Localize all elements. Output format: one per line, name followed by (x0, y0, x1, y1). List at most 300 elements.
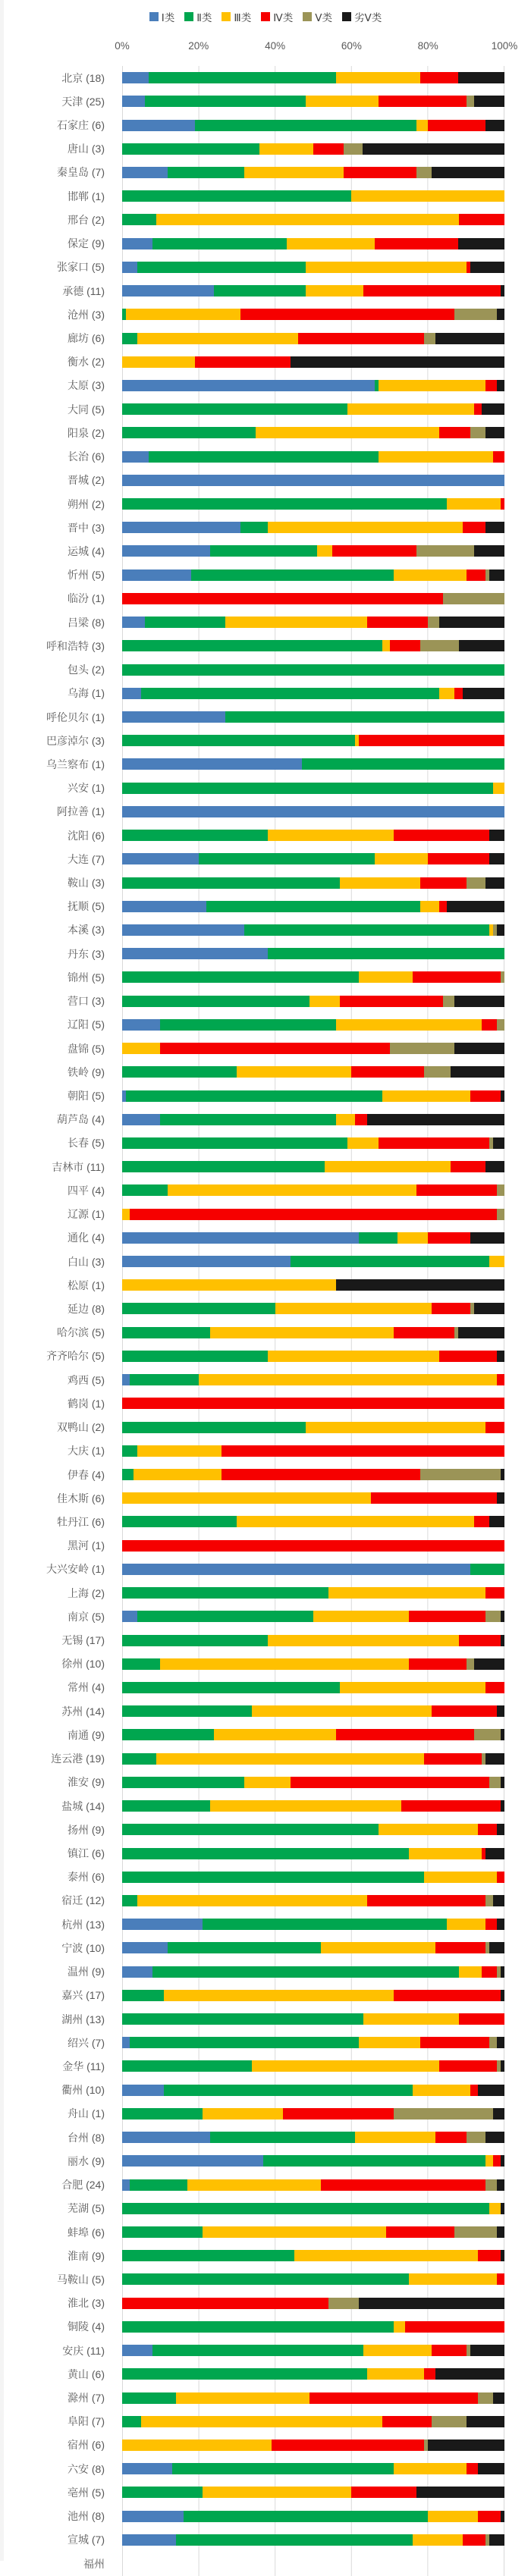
bar-segment-Ⅰ类 (122, 72, 149, 83)
plot-area (46, 66, 504, 2576)
bar-segment-Ⅲ类 (122, 1492, 371, 1504)
chart-row (68, 2244, 504, 2267)
stacked-bar (122, 1043, 504, 1054)
stacked-bar (122, 262, 504, 273)
bar-segment-Ⅴ类 (420, 640, 458, 651)
chart-row (68, 1534, 504, 1558)
bar-segment-Ⅱ类 (122, 1777, 244, 1788)
chart-row (68, 777, 504, 800)
bar-segment-Ⅲ类 (447, 1919, 485, 1930)
bar-segment-劣Ⅴ类 (359, 2298, 504, 2309)
bar-segment-Ⅰ类 (122, 1232, 359, 1244)
bar-segment-Ⅲ类 (306, 96, 379, 107)
bar-segment-Ⅲ类 (126, 309, 240, 320)
bar-segment-劣Ⅴ类 (501, 2511, 504, 2522)
chart-row (68, 610, 504, 634)
stacked-bar (122, 617, 504, 628)
bar-segment-Ⅱ类 (122, 1658, 160, 1670)
x-axis-ticks (115, 40, 518, 54)
chart-row (68, 516, 504, 539)
row-label: 四平 (4) (68, 1184, 105, 1197)
stacked-bar (122, 238, 504, 249)
legend-swatch-icon (342, 12, 351, 21)
bar-segment-劣Ⅴ类 (474, 96, 504, 107)
row-label: 盘锦 (5) (68, 1042, 105, 1055)
bar-segment-Ⅳ类 (122, 593, 443, 604)
stacked-bar (122, 1351, 504, 1362)
bar-segment-Ⅰ类 (122, 2037, 130, 2048)
bar-segment-Ⅱ类 (160, 1114, 336, 1125)
bar-segment-Ⅳ类 (355, 1114, 366, 1125)
bar-segment-Ⅱ类 (122, 2392, 176, 2404)
bar-segment-Ⅲ类 (122, 1209, 130, 1220)
bar-segment-Ⅱ类 (122, 427, 256, 438)
bar-segment-Ⅲ类 (225, 617, 366, 628)
bar-segment-Ⅳ类 (428, 853, 489, 864)
bar-segment-Ⅴ类 (474, 1729, 501, 1740)
stacked-bar (122, 356, 504, 368)
bar-segment-劣Ⅴ类 (367, 1114, 504, 1125)
row-label: 朝阳 (5) (68, 1090, 105, 1103)
bar-segment-Ⅳ类 (336, 1729, 473, 1740)
bar-segment-Ⅴ类 (454, 2226, 496, 2238)
bar-segment-劣Ⅴ类 (501, 2155, 504, 2167)
bar-segment-Ⅲ类 (268, 522, 463, 533)
bar-segment-Ⅴ类 (497, 1209, 504, 1220)
bar-segment-劣Ⅴ类 (501, 1966, 504, 1978)
stacked-bar (122, 1611, 504, 1622)
bar-segment-劣Ⅴ类 (497, 1824, 504, 1835)
bar-segment-劣Ⅴ类 (470, 2345, 504, 2356)
bar-segment-劣Ⅴ类 (501, 2250, 504, 2261)
bar-segment-Ⅳ类 (240, 309, 454, 320)
bar-segment-Ⅱ类 (122, 2321, 394, 2333)
stacked-bar (122, 1848, 504, 1859)
legend-swatch-icon (149, 12, 159, 21)
chart-row (62, 279, 504, 303)
bar-segment-Ⅴ类 (478, 2392, 493, 2404)
chart-row (68, 1178, 504, 1202)
stacked-bar (122, 2534, 504, 2546)
bar-segment-Ⅰ类 (122, 2534, 176, 2546)
bar-segment-Ⅳ类 (497, 1374, 504, 1385)
bar-segment-Ⅱ类 (122, 2416, 141, 2427)
bar-segment-Ⅳ类 (451, 1161, 485, 1172)
chart-row (68, 990, 504, 1013)
bar-segment-Ⅰ类 (122, 120, 195, 131)
legend-swatch-icon (261, 12, 270, 21)
chart-row (68, 1676, 504, 1699)
stacked-bar (122, 830, 504, 841)
bar-segment-Ⅱ类 (122, 640, 382, 651)
bar-segment-劣Ⅴ类 (485, 1848, 504, 1859)
row-label: 包头 (2) (68, 664, 105, 676)
bar-segment-劣Ⅴ类 (497, 2179, 504, 2191)
bar-segment-Ⅲ类 (459, 1966, 482, 1978)
bar-segment-Ⅳ类 (478, 2250, 501, 2261)
bar-segment-劣Ⅴ类 (501, 1800, 504, 1812)
bar-segment-Ⅰ类 (122, 901, 206, 912)
bar-segment-Ⅲ类 (447, 498, 501, 510)
bar-segment-Ⅱ类 (122, 1469, 134, 1480)
bar-segment-Ⅳ类 (501, 498, 504, 510)
bar-segment-Ⅳ类 (332, 545, 416, 557)
bar-segment-Ⅱ类 (122, 1327, 210, 1338)
chart-row (61, 2007, 504, 2031)
stacked-bar (122, 380, 504, 391)
bar-segment-Ⅲ类 (275, 1303, 432, 1314)
stacked-bar (122, 1872, 504, 1883)
legend (0, 9, 531, 24)
chart-row (46, 705, 504, 729)
chart-row (57, 161, 504, 184)
bar-segment-Ⅱ类 (122, 403, 347, 415)
chart-row (61, 66, 504, 89)
bar-segment-劣Ⅴ类 (458, 1327, 504, 1338)
row-label: 宿州 (6) (68, 2439, 105, 2452)
bar-segment-Ⅳ类 (459, 214, 504, 225)
stacked-bar (122, 1800, 504, 1812)
bar-segment-Ⅳ类 (478, 2511, 501, 2522)
stacked-bar (122, 1184, 504, 1196)
bar-segment-劣Ⅴ类 (489, 1516, 504, 1527)
bar-segment-Ⅲ类 (394, 2321, 405, 2333)
row-label: 丹东 (3) (68, 947, 105, 960)
chart-row (68, 469, 504, 492)
bar-segment-Ⅳ类 (413, 971, 501, 983)
bar-segment-劣Ⅴ类 (497, 1351, 504, 1362)
bar-segment-Ⅳ类 (390, 640, 420, 651)
row-label: 辽阳 (5) (68, 1018, 105, 1031)
bar-segment-劣Ⅴ类 (501, 2060, 504, 2072)
chart-row (68, 587, 504, 610)
bar-segment-Ⅳ类 (367, 617, 429, 628)
bar-segment-Ⅰ类 (122, 167, 168, 178)
bar-segment-Ⅳ类 (482, 1019, 497, 1031)
bar-segment-Ⅲ类 (256, 427, 439, 438)
bar-segment-Ⅰ类 (122, 1942, 168, 1953)
bar-segment-劣Ⅴ类 (493, 1137, 504, 1149)
stacked-bar (122, 1587, 504, 1599)
bar-segment-Ⅰ类 (122, 711, 225, 723)
stacked-bar (122, 1919, 504, 1930)
stacked-bar (122, 2392, 504, 2404)
bar-segment-Ⅳ类 (493, 2155, 501, 2167)
bar-segment-Ⅱ类 (291, 1256, 489, 1267)
row-label: 抚顺 (5) (68, 900, 105, 913)
bar-segment-Ⅱ类 (137, 262, 306, 273)
chart-row (68, 1865, 504, 1889)
chart-row (46, 1558, 504, 1581)
stacked-bar (122, 877, 504, 889)
bar-segment-Ⅲ类 (199, 1374, 497, 1385)
bar-segment-Ⅳ类 (467, 569, 485, 581)
bar-segment-Ⅱ类 (122, 971, 359, 983)
chart-row (68, 2197, 504, 2220)
bar-segment-劣Ⅴ类 (291, 356, 504, 368)
chart-row (68, 2528, 504, 2552)
stacked-bar (122, 1209, 504, 1220)
chart-row (46, 729, 504, 752)
stacked-bar (122, 664, 504, 676)
bar-segment-Ⅲ类 (382, 1090, 470, 1102)
chart-row (68, 824, 504, 847)
chart-row (68, 303, 504, 326)
row-label: 长春 (5) (68, 1137, 105, 1150)
bar-segment-劣Ⅴ类 (501, 1611, 504, 1622)
bar-segment-劣Ⅴ类 (497, 924, 504, 936)
row-label: 连云港 (19) (51, 1752, 105, 1765)
chart-row (68, 2102, 504, 2126)
legend-label: Ⅳ类 (273, 12, 294, 24)
bar-segment-Ⅲ类 (156, 1753, 424, 1765)
bar-segment-Ⅱ类 (210, 2132, 356, 2143)
bar-segment-劣Ⅴ类 (474, 1303, 504, 1314)
stacked-bar (122, 214, 504, 225)
chart-row (68, 657, 504, 681)
legend-label: 劣Ⅴ类 (353, 12, 382, 24)
chart-row (68, 421, 504, 444)
bar-segment-Ⅱ类 (240, 522, 267, 533)
bar-segment-Ⅲ类 (317, 545, 332, 557)
stacked-bar (122, 1114, 504, 1125)
bar-segment-Ⅳ类 (497, 1872, 504, 1883)
chart-row (68, 184, 504, 208)
bar-segment-Ⅱ类 (244, 924, 489, 936)
bar-segment-Ⅰ类 (122, 924, 244, 936)
chart-row (61, 1628, 504, 1652)
row-label: 锦州 (5) (68, 971, 105, 984)
legend-label: Ⅴ类 (315, 12, 332, 24)
stacked-bar (122, 143, 504, 155)
bar-segment-Ⅲ类 (489, 1256, 504, 1267)
bar-segment-Ⅱ类 (141, 688, 439, 699)
legend-swatch-icon (222, 12, 231, 21)
bar-segment-Ⅳ类 (420, 2037, 489, 2048)
stacked-bar (122, 1682, 504, 1693)
bar-segment-Ⅳ类 (463, 2534, 485, 2546)
bar-segment-Ⅳ类 (375, 238, 459, 249)
chart-row (61, 1794, 504, 1818)
bar-segment-Ⅱ类 (122, 1422, 306, 1433)
chart-row (61, 89, 504, 113)
row-label: 邢台 (2) (68, 213, 105, 226)
bar-segment-Ⅲ类 (203, 2487, 352, 2498)
chart-row (57, 1486, 504, 1510)
bar-segment-劣Ⅴ类 (501, 1729, 504, 1740)
bar-segment-Ⅱ类 (268, 948, 504, 959)
row-label: 衡水 (2) (68, 356, 105, 369)
legend-item (222, 9, 251, 24)
bar-segment-Ⅳ类 (195, 356, 291, 368)
bar-segment-Ⅱ类 (122, 1705, 252, 1717)
row-label: 唐山 (3) (68, 143, 105, 155)
row-label: 黄山 (6) (68, 2367, 105, 2380)
bar-segment-Ⅳ类 (493, 451, 504, 463)
bar-segment-Ⅳ类 (485, 1919, 497, 1930)
bar-segment-Ⅱ类 (210, 545, 317, 557)
row-label: 宿迁 (12) (61, 1894, 105, 1907)
chart-row (68, 232, 504, 256)
bar-segment-劣Ⅴ类 (454, 1043, 504, 1054)
stacked-bar (122, 72, 504, 83)
bar-segment-Ⅱ类 (122, 783, 493, 794)
bar-segment-Ⅴ类 (443, 996, 454, 1007)
bar-segment-Ⅰ类 (122, 948, 268, 959)
row-label: 镇江 (6) (68, 1847, 105, 1860)
chart-row (68, 1368, 504, 1392)
stacked-bar (122, 2487, 504, 2498)
bar-segment-Ⅲ类 (122, 1043, 160, 1054)
row-label: 天津 (25) (61, 95, 105, 108)
bar-segment-Ⅱ类 (122, 1445, 137, 1457)
bar-segment-Ⅲ类 (336, 72, 420, 83)
bar-segment-Ⅳ类 (298, 333, 424, 344)
row-label: 白山 (3) (68, 1255, 105, 1268)
page-edge (0, 0, 4, 2561)
row-label: 朔州 (2) (68, 497, 105, 510)
bar-segment-Ⅱ类 (172, 2463, 394, 2474)
bar-segment-Ⅲ类 (382, 640, 390, 651)
stacked-bar (122, 1398, 504, 1409)
stacked-bar (122, 2416, 504, 2427)
stacked-bar (122, 522, 504, 533)
bar-segment-Ⅱ类 (145, 617, 225, 628)
stacked-bar (122, 190, 504, 202)
bar-segment-Ⅰ类 (122, 1564, 470, 1575)
legend-item (184, 9, 212, 24)
bar-segment-Ⅳ类 (474, 1516, 489, 1527)
bar-segment-Ⅱ类 (184, 2511, 429, 2522)
row-label: 宁波 (10) (61, 1941, 105, 1954)
bar-segment-Ⅱ类 (122, 1682, 340, 1693)
bar-segment-劣Ⅴ类 (485, 877, 504, 889)
bar-segment-Ⅴ类 (497, 1184, 504, 1196)
bar-segment-Ⅴ类 (424, 333, 435, 344)
stacked-bar (122, 2345, 504, 2356)
chart-row (68, 1297, 504, 1320)
bar-segment-Ⅱ类 (122, 2013, 363, 2025)
chart-row (57, 1321, 504, 1344)
bar-segment-Ⅲ类 (363, 2345, 432, 2356)
bar-segment-Ⅱ类 (149, 72, 336, 83)
bar-segment-Ⅱ类 (122, 498, 447, 510)
chart-row (68, 1439, 504, 1463)
bar-segment-Ⅴ类 (443, 593, 504, 604)
stacked-bar (122, 2203, 504, 2214)
legend-item (342, 9, 382, 24)
bar-segment-Ⅰ类 (122, 96, 145, 107)
row-label: 乌海 (1) (68, 687, 105, 700)
stacked-bar (122, 1422, 504, 1433)
bar-segment-劣Ⅴ类 (493, 2108, 504, 2119)
bar-segment-Ⅱ类 (122, 1824, 379, 1835)
bar-segment-Ⅲ类 (325, 1161, 451, 1172)
bar-segment-劣Ⅴ类 (501, 1469, 504, 1480)
stacked-bar (122, 1161, 504, 1172)
stacked-bar (122, 1564, 504, 1575)
bar-segment-Ⅳ类 (439, 1351, 497, 1362)
bar-segment-Ⅰ类 (122, 522, 240, 533)
bar-segment-Ⅰ类 (122, 1966, 152, 1978)
bar-segment-Ⅰ类 (122, 853, 199, 864)
bar-segment-Ⅳ类 (467, 2463, 478, 2474)
stacked-bar (122, 2108, 504, 2119)
bar-segment-Ⅲ类 (340, 877, 420, 889)
bar-segment-Ⅳ类 (222, 1469, 420, 1480)
x-axis-tick-label: 0% (115, 40, 130, 52)
chart-row (57, 256, 504, 279)
bar-segment-Ⅲ类 (134, 1469, 222, 1480)
bar-segment-Ⅳ类 (432, 2345, 466, 2356)
stacked-bar (122, 2060, 504, 2072)
chart-row (61, 1652, 504, 1676)
row-label: 嘉兴 (17) (61, 1989, 105, 2002)
bar-segment-Ⅲ类 (347, 1137, 378, 1149)
bar-segment-Ⅲ类 (244, 1777, 290, 1788)
stacked-bar (122, 1232, 504, 1244)
bar-segment-Ⅲ类 (363, 2013, 459, 2025)
chart-row (68, 350, 504, 374)
bar-segment-劣Ⅴ类 (501, 1777, 504, 1788)
bar-segment-劣Ⅴ类 (501, 1090, 504, 1102)
bar-segment-Ⅳ类 (435, 2132, 466, 2143)
bar-segment-Ⅱ类 (152, 238, 286, 249)
chart-row (68, 2031, 504, 2054)
x-axis-tick-label: 40% (265, 40, 286, 52)
chart-row (57, 1510, 504, 1533)
bar-segment-Ⅳ类 (351, 2487, 416, 2498)
bar-segment-Ⅴ类 (470, 427, 485, 438)
stacked-bar (122, 285, 504, 297)
chart-row (68, 1605, 504, 1628)
legend-item (303, 9, 332, 24)
bar-segment-劣Ⅴ类 (428, 2440, 504, 2451)
bar-segment-Ⅳ类 (463, 522, 485, 533)
row-label: 南京 (5) (68, 1610, 105, 1623)
bar-segment-Ⅰ类 (122, 1919, 203, 1930)
bar-segment-Ⅳ类 (435, 1942, 485, 1953)
row-label: 阿拉善 (1) (57, 805, 105, 818)
stacked-bar (122, 688, 504, 699)
row-label: 北京 (18) (61, 71, 105, 84)
stacked-bar (122, 1942, 504, 1953)
stacked-bar (122, 498, 504, 510)
row-label: 常州 (4) (68, 1681, 105, 1694)
bar-segment-Ⅱ类 (164, 2085, 413, 2096)
bar-segment-劣Ⅴ类 (478, 2463, 504, 2474)
bar-segment-Ⅲ类 (294, 2250, 478, 2261)
bar-segment-Ⅳ类 (272, 2440, 425, 2451)
bar-segment-Ⅱ类 (122, 1137, 347, 1149)
bar-segment-Ⅱ类 (359, 1232, 397, 1244)
bar-segment-Ⅱ类 (122, 2273, 409, 2285)
stacked-bar (122, 758, 504, 770)
bar-segment-Ⅱ类 (195, 120, 416, 131)
stacked-bar (122, 120, 504, 131)
bar-segment-Ⅱ类 (122, 2060, 252, 2072)
stacked-bar (122, 783, 504, 794)
row-label: 淮安 (9) (68, 1776, 105, 1789)
row-label: 蚌埠 (6) (68, 2226, 105, 2239)
chart-row (68, 445, 504, 469)
row-label: 牡丹江 (6) (57, 1515, 105, 1528)
bar-segment-Ⅱ类 (122, 143, 259, 155)
chart-row (83, 2552, 504, 2575)
row-label: 哈尔滨 (5) (57, 1326, 105, 1339)
row-label: 滁州 (7) (68, 2392, 105, 2405)
bar-segment-Ⅳ类 (474, 403, 482, 415)
